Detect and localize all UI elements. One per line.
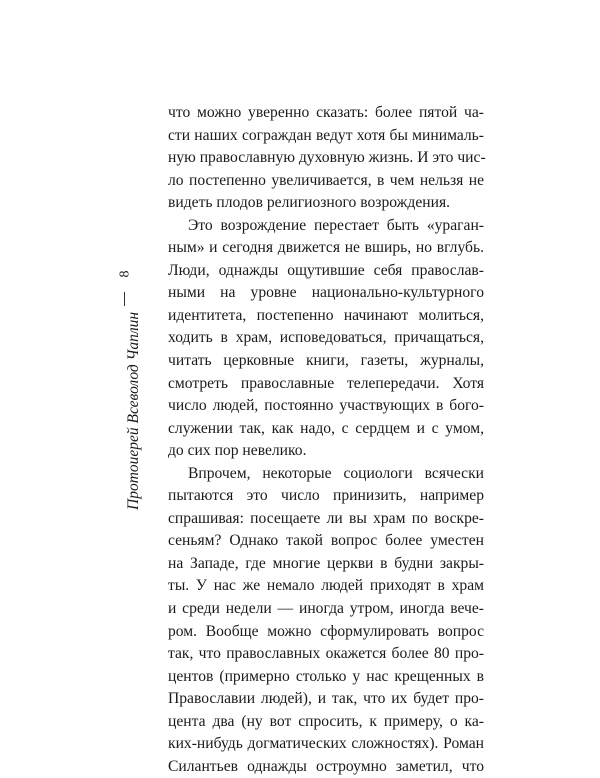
- page-number: [110, 262, 140, 286]
- text-line: число людей, постоянно участвующих в бого-: [168, 397, 484, 415]
- running-head-author: Протоиерей Всеволод Чаплин: [125, 311, 142, 510]
- text-line: смотреть православные телепередачи. Хотя: [168, 374, 484, 392]
- text-line: центов (примерно столько у нас крещенных в: [168, 667, 484, 685]
- text-line: так, что православных окажется более 80 про-: [168, 645, 484, 663]
- text-line: сеньям? Однако такой вопрос более уместен: [168, 532, 484, 550]
- text-line: ходить в храм, исповедоваться, причащаться,: [168, 329, 484, 347]
- text-line: цента два (ну вот спросить, к примеру, о ка-: [168, 712, 484, 730]
- text-line: служении так, как надо, с сердцем и с умом,: [168, 419, 484, 437]
- text-line: Впрочем, некоторые социологи всячески: [188, 464, 484, 482]
- text-line: Люди, однажды ощутившие себя православ-: [168, 261, 484, 279]
- text-line: Это возрождение перестает быть «ураган-: [188, 216, 484, 234]
- text-line: ты. У нас же немало людей приходят в храм: [168, 577, 484, 595]
- text-line: Православии людей), и так, что их будет про-: [168, 690, 484, 708]
- text-line: что можно уверенно сказать: более пятой ча-: [168, 104, 484, 121]
- text-line: идентитета, постепенно начинают молиться,: [168, 306, 484, 324]
- page-number-text: 8: [117, 270, 132, 278]
- body-text: [168, 102, 484, 778]
- text-line: на Западе, где многие церкви в будни закры-: [168, 554, 484, 572]
- text-line: читать церковные книги, газеты, журналы,: [168, 352, 484, 370]
- text-line: спрашивая: посещаете ли вы храм по воскре-: [168, 509, 484, 527]
- text-line: пытаются это число принизить, например: [168, 487, 484, 505]
- text-line: и среди недели — иногда утром, иногда вече-: [168, 600, 484, 618]
- text-line: сти наших сограждан ведут хотя бы минималь-: [168, 126, 484, 144]
- text-line: до сих пор невелико.: [168, 442, 307, 460]
- text-line: ную православную духовную жизнь. И это чис-: [168, 149, 486, 167]
- text-line: ло постепенно увеличивается, в чем нельзя не: [168, 171, 484, 189]
- text-line: Силантьев однажды остроумно заметил, что: [168, 757, 484, 775]
- text-line: ными на уровне национально-культурного: [168, 284, 484, 302]
- text-line: ным» и сегодня движется не вширь, но вглубь.: [168, 239, 484, 257]
- text-line: ких-нибудь догматических сложностях). Роман: [168, 735, 484, 753]
- margin-column: [110, 262, 140, 520]
- text-line: видеть плодов религиозного возрождения.: [168, 194, 451, 212]
- text-line: ром. Вообще можно сформулировать вопрос: [168, 622, 484, 640]
- margin-divider: [124, 292, 125, 306]
